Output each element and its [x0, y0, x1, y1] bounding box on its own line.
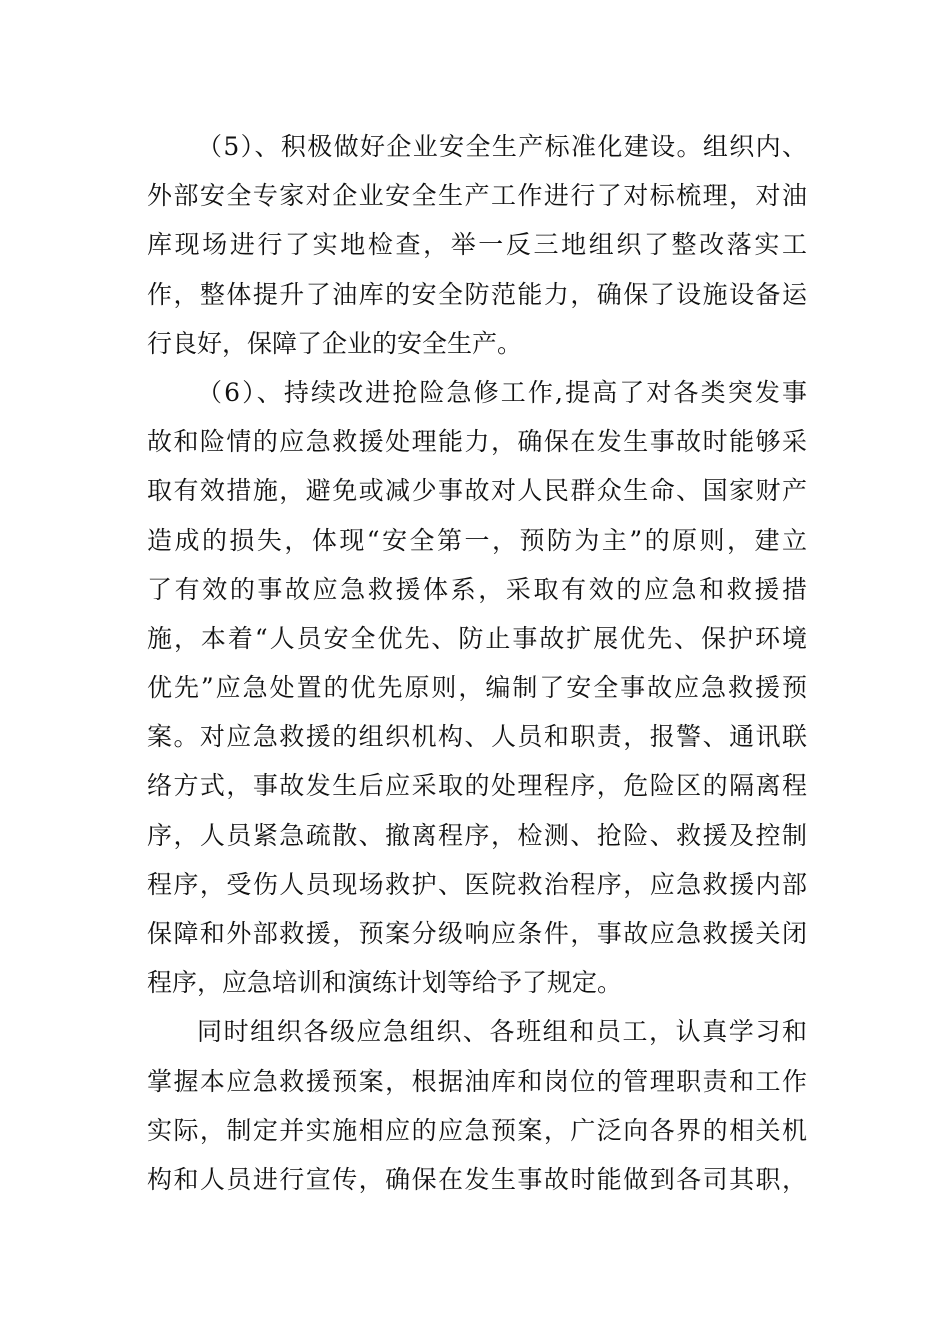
text-line: 案。对应急救援的组织机构、人员和职责，报警、通讯联 — [147, 722, 807, 752]
document-body — [147, 122, 807, 1204]
text-line: 络方式，事故发生后应采取的处理程序，危险区的隔离程 — [147, 771, 807, 801]
paragraph-2 — [147, 368, 807, 1007]
text-line: 作，整体提升了油库的安全防范能力，确保了设施设备运 — [147, 279, 807, 309]
text-line: （6）、持续改进抢险急修工作,提高了对各类突发事 — [197, 377, 807, 407]
text-line: 取有效措施，避免或减少事故对人民群众生命、国家财产 — [147, 476, 807, 506]
text-line: 了有效的事故应急救援体系，采取有效的应急和救援措 — [147, 574, 807, 604]
text-line: 序，人员紧急疏散、撤离程序，检测、抢险、救援及控制 — [147, 820, 807, 850]
text-line: 程序，受伤人员现场救护、医院救治程序，应急救援内部 — [147, 869, 807, 899]
text-line: 构和人员进行宣传，确保在发生事故时能做到各司其职， — [147, 1164, 807, 1194]
text-line: 库现场进行了实地检查，举一反三地组织了整改落实工 — [147, 230, 807, 260]
text-line: 保障和外部救援，预案分级响应条件，事故应急救援关闭 — [147, 919, 807, 948]
text-line: 造成的损失，体现“安全第一，预防为主”的原则，建立 — [147, 525, 807, 555]
text-line: 优先”应急处置的优先原则，编制了安全事故应急救援预 — [147, 673, 807, 703]
paragraph-1 — [147, 122, 807, 368]
text-line: 行良好，保障了企业的安全生产。 — [147, 328, 523, 358]
text-line: 程序，应急培训和演练计划等给予了规定。 — [147, 968, 623, 998]
text-line: 实际，制定并实施相应的应急预案，广泛向各界的相关机 — [147, 1115, 807, 1145]
text-line: 外部安全专家对企业安全生产工作进行了对标梳理，对油 — [147, 181, 807, 211]
text-line: 施，本着“人员安全优先、防止事故扩展优先、保护环境 — [147, 623, 807, 653]
text-line: 掌握本应急救援预案，根据油库和岗位的管理职责和工作 — [147, 1066, 807, 1096]
paragraph-3 — [147, 1007, 807, 1204]
text-line: 故和险情的应急救援处理能力，确保在发生事故时能够采 — [147, 427, 807, 457]
text-line: （5）、积极做好企业安全生产标准化建设。组织内、 — [197, 132, 807, 161]
text-line: 同时组织各级应急组织、各班组和员工，认真学习和 — [197, 1017, 807, 1047]
